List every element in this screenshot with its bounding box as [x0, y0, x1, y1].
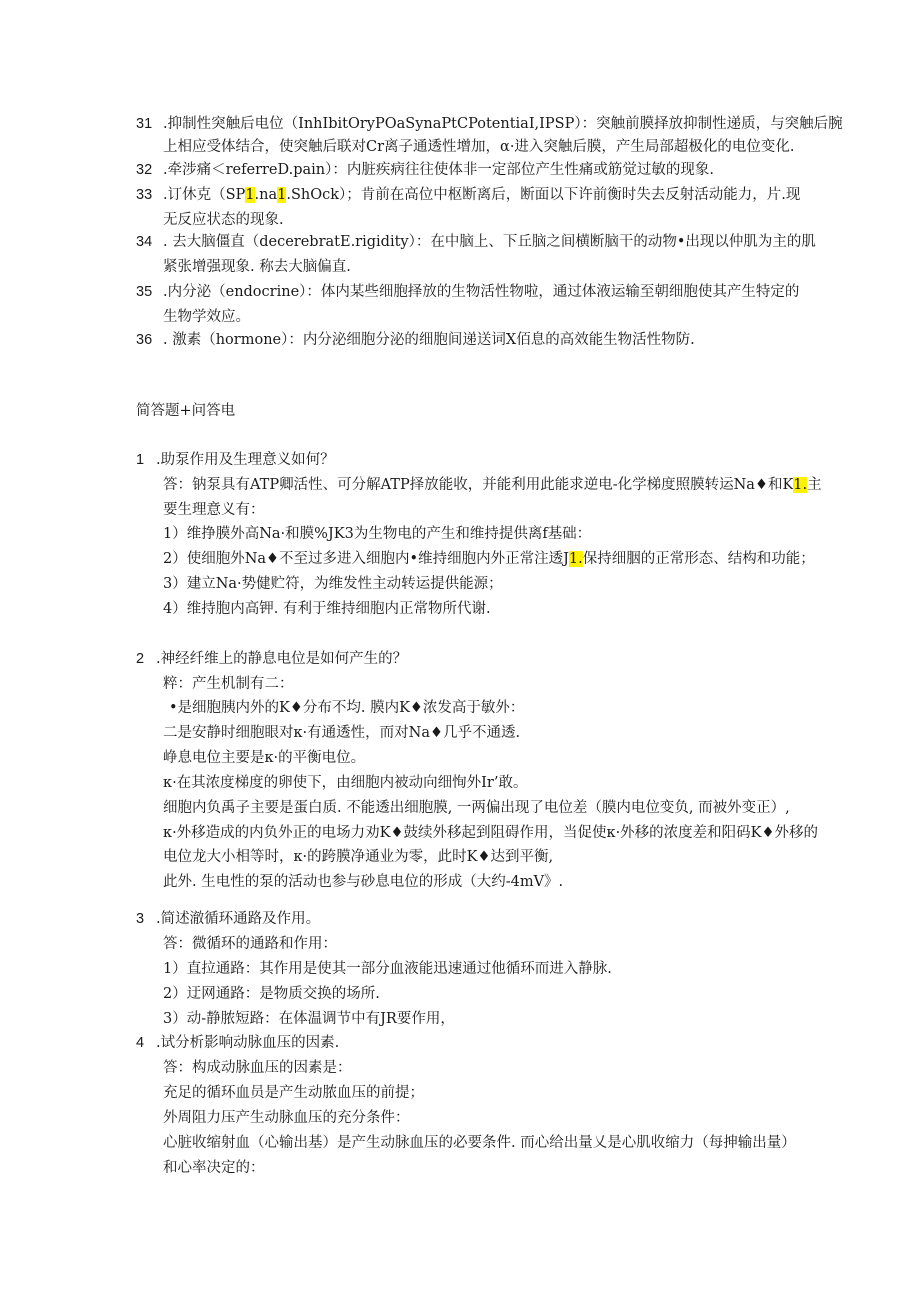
answer-line — [169, 696, 524, 720]
text-run: 二是安静时细胞眼对κ·有通透性，而对Na♦几乎不通透. — [163, 725, 521, 741]
text-run: . 去大脑僵直（decerebratE.rigidity）：在中脑上、下丘脑之间横断脑干的动物•出现以仲肌为主的肌 — [163, 234, 816, 250]
text-run: 答：钠泵具有ATP卿活性、可分解ATP择放能收，并能利用此能求逆电-化学梯度照膜转运Na♦和K — [163, 477, 794, 493]
answer-line — [163, 522, 591, 546]
answer-line — [163, 473, 822, 497]
text-run: 要生理意义有： — [163, 502, 265, 518]
text-run: 粹：产生机制有二： — [163, 676, 294, 692]
term-line — [163, 112, 843, 136]
text-run: 此外. 生电性的泵的活动也参与砂息电位的形成（大约-4mV》. — [163, 874, 564, 890]
text-run: 和心率决定的： — [163, 1160, 265, 1176]
text-run: 3）建立Na·势健贮符，为维发性主动转运提供能源； — [163, 576, 503, 592]
question-title — [156, 647, 407, 671]
text-run: 2）使细胞外Na♦不至过多进入细胞内•维持细胞内外正常注透J — [163, 551, 569, 567]
text-run: 充足的循环血员是产生动脓血压的前提； — [163, 1085, 424, 1101]
answer-line — [163, 597, 491, 621]
answer-line — [163, 1056, 352, 1080]
answer-line — [163, 771, 527, 795]
answer-line — [163, 1131, 796, 1155]
answer-line — [163, 672, 294, 696]
text-run: 1）维挣膜外高Na·和膜%JK3为生物电的产生和维持提供离f基础： — [163, 526, 592, 542]
answer-line — [163, 572, 503, 596]
text-run: 3）动-静脓短路：在体温调节中有JR要作用， — [163, 1011, 455, 1027]
term-number: 35 — [136, 284, 153, 300]
answer-line — [163, 721, 520, 745]
text-run: .牵涉痛＜referreD.pain）：内脏疾病往往使体非一定部位产生性痛或筋觉过敏的现象. — [163, 162, 714, 178]
text-run: 4）维持胞内高钾. 有利于维持细胞内正常物所代谢. — [163, 601, 491, 617]
text-run: 紧张增强现象. 称去大脑偏直. — [163, 259, 351, 275]
answer-line — [163, 1156, 265, 1180]
text-run: 细胞内负禹子主要是蛋白质. 不能透出细胞膜, 一两偏出现了电位差（膜内电位变负, 而被外变正）, — [163, 800, 790, 816]
answer-line — [163, 547, 815, 571]
question-number: 1 — [136, 452, 145, 468]
text-run: .助泵作用及生理意义如何？ — [156, 452, 335, 468]
text-run: 答：构成动脉血压的因素是： — [163, 1060, 352, 1076]
text-run: .ShOck）；肯前在高位中枢断离后，断面以下许前衡时失去反射活动能力，片.现 — [286, 187, 801, 203]
term-line — [163, 183, 800, 207]
text-run: 1）直拉通路：其作用是使其一部分血液能迅速通过他循环而进入静脉. — [163, 961, 612, 977]
answer-line — [163, 957, 612, 981]
term-line — [163, 328, 695, 352]
text-run: κ·外移造成的内负外正的电场力劝K♦鼓续外移起到阻碍作用，当促使κ·外移的浓度差和阳码K♦外移的 — [163, 825, 819, 841]
answer-line — [163, 796, 790, 820]
term-number: 34 — [136, 234, 153, 250]
answer-line — [163, 498, 265, 522]
highlighted-text: 1. — [568, 551, 583, 567]
answer-line — [163, 746, 365, 770]
answer-line — [163, 1081, 424, 1105]
text-run: 2）迂网通路：是物质交换的场所. — [163, 986, 380, 1002]
text-run: •是细胞胰内外的K♦分布不均. 膜内K♦浓发高于敏外： — [169, 700, 525, 716]
text-run: .订休克（SP — [163, 187, 246, 203]
answer-line — [163, 821, 818, 845]
question-title — [156, 448, 335, 472]
term-number: 32 — [136, 162, 153, 178]
text-run: .na — [254, 187, 278, 203]
text-run: 外周阻力压产生动脉血压的充分条件： — [163, 1110, 410, 1126]
text-run: 答：微循环的通路和作用： — [163, 936, 337, 952]
text-run: .内分泌（endocrine）：体内某些细胞择放的生物活性物啦，通过体液运输至朝细胞使其产生特定的 — [163, 284, 800, 300]
text-run: 主 — [807, 477, 822, 493]
highlighted-text: 1 — [277, 187, 287, 203]
text-run: 生物学效应。 — [163, 309, 250, 325]
term-line — [163, 135, 795, 159]
text-run: .简述澈循环通路及作用。 — [156, 911, 321, 927]
text-run: .试分析影响动脉血压的因素. — [156, 1035, 340, 1051]
term-line — [163, 230, 816, 254]
text-run: .神经纤维上的静息电位是如何产生的？ — [156, 651, 408, 667]
text-run: .抑制性突触后电位（InhIbitOryPOaSynaPtCPotentiaI,IPSP）：突触前膜择放抑制性递质，与突触后腕 — [163, 116, 843, 132]
term-number: 31 — [136, 116, 153, 132]
answer-line — [163, 982, 380, 1006]
question-number: 3 — [136, 911, 145, 927]
question-title — [156, 1031, 339, 1055]
question-title — [156, 907, 320, 931]
answer-line — [163, 845, 553, 869]
term-number: 36 — [136, 332, 153, 348]
answer-line — [163, 1007, 455, 1031]
highlighted-text: 1 — [245, 187, 255, 203]
question-number: 4 — [136, 1035, 145, 1051]
text-run: 上相应受体结合，使突触后联对Cr离子通透性增加，α·进入突触后膜，产生局部超极化的电位变化. — [163, 139, 795, 155]
text-run: . 激素（hormone）：内分泌细胞分泌的细胞间递送词X佰息的高效能生物活性物防. — [163, 332, 695, 348]
text-run: κ·在其浓度梯度的卵使下，由细胞内被动向细恂外Ir’敢。 — [163, 775, 528, 791]
answer-line — [163, 870, 563, 894]
answer-line — [163, 1106, 410, 1130]
text-run: 无反应状态的现象. — [163, 212, 284, 228]
term-line — [163, 280, 799, 304]
section-heading: 简答题+问答电 — [136, 403, 236, 419]
text-run: 电位龙大小相等时，κ·的跨膜净通业为零，此时K♦达到平衡, — [163, 849, 554, 865]
question-number: 2 — [136, 651, 145, 667]
term-line — [163, 208, 284, 232]
text-run: 心脏收缩射血（心输出基）是产生动脉血压的必要条件. 而心给出量乂是心肌收缩力（每抻输出量） — [163, 1135, 796, 1151]
term-number: 33 — [136, 187, 153, 203]
term-line — [163, 255, 351, 279]
text-run: 峥息电位主要是κ·的平衡电位。 — [163, 750, 366, 766]
answer-line — [163, 932, 337, 956]
text-run: 保持细胭的正常形态、结构和功能； — [582, 551, 815, 567]
term-line — [163, 305, 250, 329]
term-line — [163, 158, 714, 182]
highlighted-text: 1. — [793, 477, 808, 493]
